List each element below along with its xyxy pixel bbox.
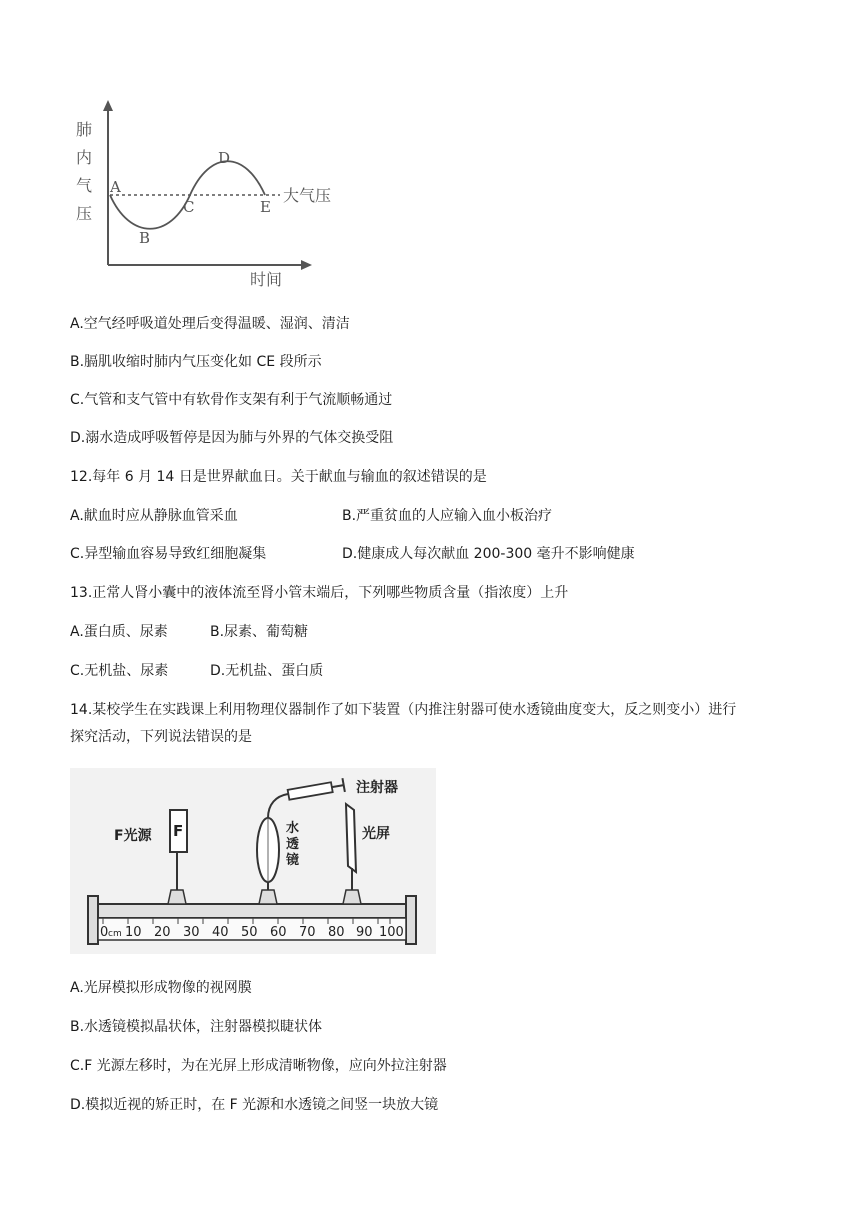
q12-option-d: D.健康成人每次献血 200-300 毫升不影响健康 [342,546,635,562]
q13-option-b: B.尿素、葡萄糖 [210,624,309,640]
q12-option-a: A.献血时应从静脉血管采血 [70,508,238,524]
y-axis-label-3: 气 [76,176,93,195]
light-source-letter: F [173,822,184,840]
ruler-tick-20: 20 [154,925,171,940]
lens-label-3: 镜 [286,853,300,868]
point-label-b: B [139,229,151,247]
q11-option-b: B.膈肌收缩时肺内气压变化如 CE 段所示 [70,354,322,370]
ruler-tick-50: 50 [241,925,258,940]
ruler-tick-100: 100 [379,925,404,940]
screen-label: 光屏 [362,826,390,842]
y-axis-label-2: 内 [76,148,93,167]
q13-option-d: D.无机盐、蛋白质 [210,663,324,679]
q11-option-d: D.溺水造成呼吸暂停是因为肺与外界的气体交换受阻 [70,430,394,446]
point-label-d: D [218,149,231,167]
ruler-tick-90: 90 [356,925,373,940]
ruler-tick-60: 60 [270,925,287,940]
ruler-tick-30: 30 [183,925,200,940]
lens-label-2: 透 [286,837,300,852]
bench-left-foot [88,896,98,944]
point-label-e: E [260,198,271,216]
ruler-tick-80: 80 [328,925,345,940]
point-label-c: C [183,198,195,216]
water-lens-apparatus-figure [70,768,436,954]
light-screen-stand [343,890,361,904]
q14-option-b: B.水透镜模拟晶状体，注射器模拟睫状体 [70,1019,323,1035]
q14-option-a: A.光屏模拟形成物像的视网膜 [70,980,252,996]
light-source-stand [168,890,186,904]
q14-stem-line-2: 探究活动，下列说法错误的是 [70,729,252,745]
water-lens-stand [259,890,277,904]
q13-option-a: A.蛋白质、尿素 [70,624,168,640]
q12-option-b: B.严重贫血的人应输入血小板治疗 [342,508,553,524]
q14-stem-line-1: 14.某校学生在实践课上利用物理仪器制作了如下装置（内推注射器可使水透镜曲度变大，反之则变小）进行 [70,702,737,718]
lens-label-1: 水 [286,821,300,836]
q14-option-c: C.F 光源左移时，为在光屏上形成清晰物像，应向外拉注射器 [70,1058,447,1074]
light-screen [346,804,356,872]
q12-stem: 12.每年 6 月 14 日是世界献血日。关于献血与输血的叙述错误的是 [70,469,487,485]
pressure-curve [110,161,265,229]
q11-option-c: C.气管和支气管中有软骨作支架有利于气流顺畅通过 [70,392,393,408]
q13-stem: 13.正常人肾小囊中的液体流至肾小管末端后，下列哪些物质含量（指浓度）上升 [70,585,569,601]
optical-bench [92,904,412,918]
q13-option-c: C.无机盐、尿素 [70,663,169,679]
light-source-label: F光源 [114,828,152,844]
x-axis-label: 时间 [250,270,283,289]
ruler-tick-40: 40 [212,925,229,940]
x-axis-arrow [301,260,312,270]
lung-pressure-graph [70,95,360,290]
point-label-a: A [110,178,121,196]
ruler-unit: cm [108,929,122,939]
ruler-tick-0: 0 [100,925,109,940]
syringe-label: 注射器 [356,780,398,796]
y-axis-label-4: 压 [76,204,93,223]
bench-right-foot [406,896,416,944]
q11-option-a: A.空气经呼吸道处理后变得温暖、湿润、清洁 [70,316,350,332]
q14-option-d: D.模拟近视的矫正时，在 F 光源和水透镜之间竖一块放大镜 [70,1097,439,1113]
y-axis-label-1: 肺 [76,120,93,139]
ruler-tick-70: 70 [299,925,316,940]
ruler-tick-10: 10 [125,925,142,940]
y-axis-arrow [103,100,113,111]
q12-option-c: C.异型输血容易导致红细胞凝集 [70,546,267,562]
baseline-label: 大气压 [283,186,332,205]
